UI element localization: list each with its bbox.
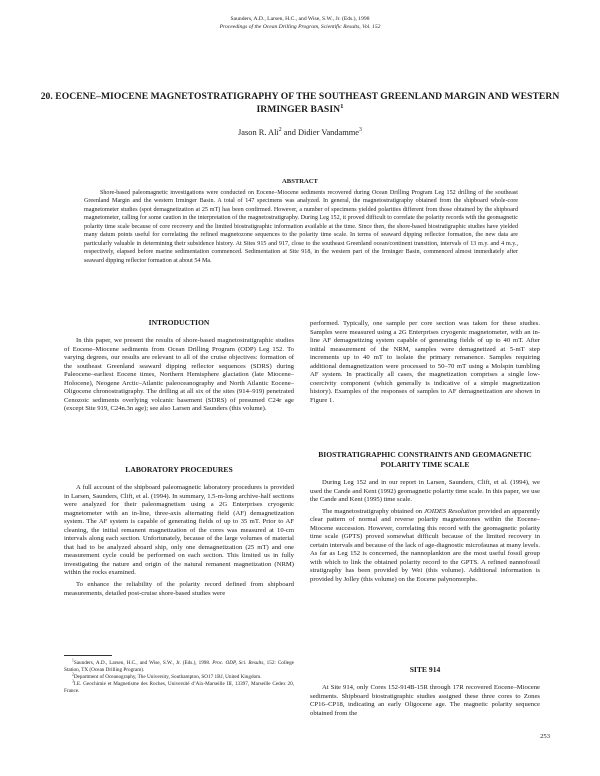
author-footnote-mark: 3 [359,127,362,134]
biostratigraphy-paragraph: The magnetostratigraphy obtained on JOIDES Resolution provided an apparently clear pattern of normal and reverse polarity magnetozones within the Eocene–Miocene succession. However, correlating this record with the geomagnetic polarity time scale (GPTS) proved somewhat difficult because of the limited recovery in certain intervals and because of the lack of age-diagnostic microfaunas at many levels. As far as Leg 152 is concerned, the nannoplankton are the most useful fossil group with which to link the obtained polarity record to the GPTS. A refined nannofossil stratigraphy has been provided by Wei (this volume). Additional information is provided by Jolley (this volume) on the Eocene palynomorphs. [310,507,540,584]
biostratigraphy-heading: BIOSTRATIGRAPHIC CONSTRAINTS AND GEOMAGNETIC POLARITY TIME SCALE [318,450,532,469]
left-column [64,318,294,414]
author-line [0,128,600,137]
lab-procedures-heading: LABORATORY PROCEDURES [125,465,233,474]
biostratigraphy-paragraph: During Leg 152 and in our report in Larsen, Saunders, Clift, et al. (1994), we used the Cande and Kent (1992) geomagnetic polarity time scale. In this paper, we use the Cande and Kent (1995) time scale. [310,479,540,504]
right-column [310,320,540,405]
biostratigraphy-section [310,450,540,585]
footnote: $^3$I.E. Geochimie et Magnetisme des Roches, Université d’Aix-Marseille III, 13397, Marseille Cedex 20, France. [64,679,294,695]
title-footnote-mark: 1 [340,102,344,110]
introduction-paragraph: In this paper, we present the results of shore-based magnetostratigraphic studies of Eocene–Miocene sediments from Ocean Drilling Program (ODP) Leg 152. To varying degrees, our results are relevant to all of the cruise objectives: formation of the southeast Greenland seaward dipping reflector sequences (SDRS) during Paleocene–earliest Eocene times, Northern Hemisphere glaciation (late Miocene–Holocene), Neogene Arctic–Atlantic paleoceanography and North Atlantic Eocene–Oligocene chronostratigraphy. The drilling at all six of the sites (914–919) penetrated Cenozoic sediments overlying volcanic basement (SDRS) of presumed C24r age (except Site 919, C24n.3n age); see also Larsen and Saunders (this volume). [64,337,294,413]
site-914-heading: SITE 914 [409,665,441,674]
site-914-paragraph: At Site 914, only Cores 152-914B-15R through 17R recovered Eocene–Miocene sediments. Shipboard biostratigraphic studies assigned these three cores to Zones CP16–CP18, indicating an early Oligocene age. The magnetic polarity sequence obtained from the [310,684,540,717]
paper-title [40,91,560,116]
vessel-name: JOIDES Resolution [423,507,477,515]
abstract-heading: ABSTRACT [282,178,318,185]
lab-procedures-paragraph: To enhance the reliability of the polarity record defined from shipboard measurements, detailed post-cruise shore-based studies were [64,581,294,597]
footnote: $^2$Department of Oceanography, The University, Southampton, SO17 1BJ, United Kingdom. [72,672,262,681]
footnote-number: 3 [72,679,74,684]
author-name: Didier Vandamme [297,128,359,137]
footnotes [64,660,294,695]
abstract-text: Shore-based paleomagnetic investigations were conducted on Eocene–Miocene sediments recovered during Ocean Drilling Program Leg 152 drilling of the southeast Greenland Margin and the western Irminger Basin. A total of 147 specimens was analyzed. In general, the magnetostratigraphy obtained from the shipboard whole-core magnetometer studies (spot demagnetization at 25 mT) has been confirmed. However, a number of specimens yielded polarities different from those obtained by the shipboard magnetometer, calling for some caution in the interpretation of the magnetostratigraphy. During Leg 152, it proved difficult to correlate the polarity records with the geomagnetic polarity time scale because of core recovery and the limited biostratigraphic information available at the time. Since then, the shore-based biostratigraphic studies have yielded many datum points useful for correlating the refined magnetozone sequences to the polarity time scale. In terms of seaward dipping reflector formation, the new data are particularly valuable in determining their subsidence history. At Sites 915 and 917, close to the southeast Greenland ocean/continent transition, intervals of 13 m.y. and 4 m.y., respectively, elapsed before marine sedimentation commenced. Sedimentation at Site 918, in the western part of the Irminger Basin, commenced almost immediately after seaward dipping reflector formation at about 54 Ma. [84,190,518,264]
footnote-rule [64,655,112,656]
lab-procedures-section [64,465,294,598]
lab-procedures-continuation: performed. Typically, one sample per core section was taken for these studies. Samples were measured using a 2G Enterprises cryogenic magnetometer, with an in-line AF demagnetizing system capable of generating fields of up to 40 mT. After initial measurement of the NRM, samples were demagnetized at 5-mT step increments up to 40 mT to isolate the primary remanence. Samples requiring additional demagnetization were processed to 50–70 mT using a Molspin tumbling AF system. In practically all cases, the magnetization comprises a single low-coercivity component (which generally is indicative of a simple magnetization history). Examples of the responses of samples to AF demagnetization are shown in Figure 1. [310,320,540,404]
title-text: 20. EOCENE–MIOCENE MAGNETOSTRATIGRAPHY OF THE SOUTHEAST GREENLAND MARGIN AND WESTERN IRMINGER BASIN [40,91,560,115]
author-footnote-mark: 2 [278,127,282,134]
running-head [0,15,600,31]
footnote-number: 2 [72,672,74,677]
author-joiner: and [281,128,298,137]
introduction-heading: INTRODUCTION [148,318,210,327]
footnote: $^1$Saunders, A.D., Larsen, H.C., and Wise, S.W., Jr. (Eds.), 1998. Proc. ODP, Sci. Results, 152: College Station, TX (Ocean Drilling Program). [64,658,294,674]
running-head-citation: Saunders, A.D., Larsen, H.C., and Wise, S.W., Jr. (Eds.), 1998 [230,16,370,22]
lab-procedures-paragraph: A full account of the shipboard paleomagnetic laboratory procedures is provided in Larsen, Saunders, Clift, et al. (1994). In summary, 1.5-m-long archive-half sections were analyzed for their paleomagnetism using a 2G Enterprises cryogenic magnetometer with an in-line, three-axis alternating field (AF) demagnetization system. The AF system is capable of generating fields of up to 35 mT. Prior to AF cleaning, the initial remanent magnetization of the cores was measured at 10-cm intervals along each section. Unfortunately, because of the large volumes of material that had to be analyzed aboard ship, only one demagnetization (25 mT) and one measurement cycle could be performed on each section. This limited us in fully investigating the nature and origin of the natural remanent magnetization (NRM) within the rocks examined. [64,484,294,577]
page-number: 253 [540,733,550,740]
running-head-journal: Proceedings of the Ocean Drilling Program, Scientific Results, Vol. 152 [219,24,381,30]
footnote-number: 1 [72,658,74,663]
author-name: Jason R. Ali [238,128,279,137]
site-914-section [310,665,540,718]
